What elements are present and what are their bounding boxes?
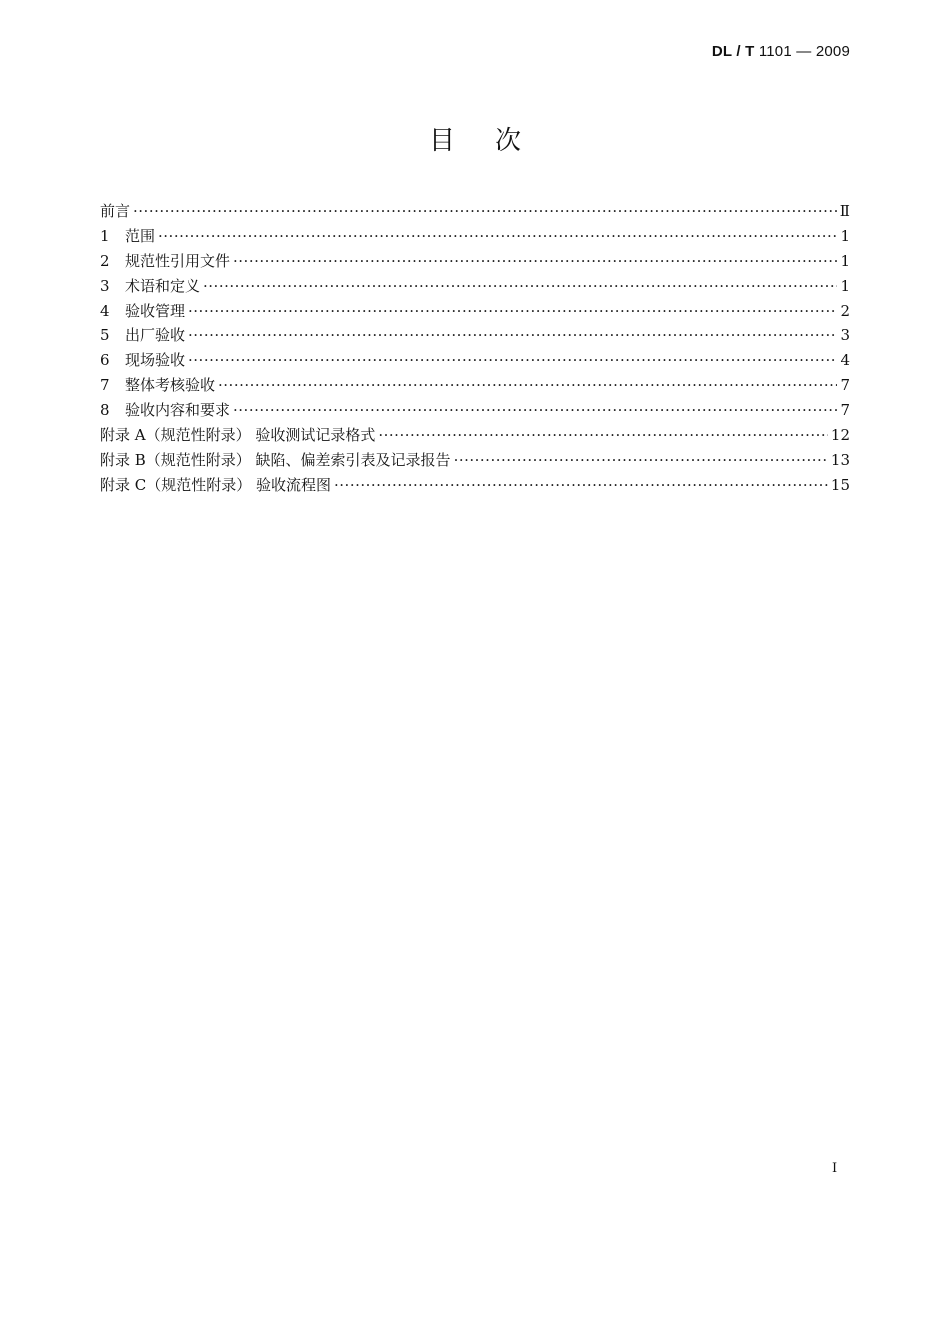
toc-entry-page: 4 [840, 351, 850, 370]
toc-entry-label: 附录 B（规范性附录） 缺陷、偏差索引表及记录报告 [100, 450, 451, 469]
toc-entry-label: 前言 [100, 202, 131, 220]
toc-entry-label: 整体考核验收 [125, 376, 216, 395]
toc-entry-5[interactable] [100, 324, 850, 349]
toc-entry-label: 验收内容和要求 [125, 401, 231, 420]
toc-entry-page: 1 [840, 251, 850, 270]
toc-leader-dots [133, 202, 837, 220]
standard-code [712, 43, 850, 60]
toc-entry-label: 附录 A（规范性附录） 验收测试记录格式 [100, 426, 376, 445]
toc-entry-label: 范围 [125, 226, 156, 245]
toc-entry-label: 术语和定义 [125, 276, 201, 295]
standard-code-number: 1101 — 2009 [754, 43, 850, 60]
toc-entry-appendix-c[interactable] [100, 474, 850, 499]
toc-entry-appendix-b[interactable] [100, 449, 850, 474]
table-of-contents [100, 200, 850, 499]
toc-entry-number: 1 [100, 226, 110, 245]
toc-entry-appendix-a[interactable] [100, 424, 850, 449]
toc-leader-dots [454, 451, 828, 469]
toc-entry-number: 2 [100, 251, 110, 270]
toc-entry-label: 现场验收 [125, 351, 186, 370]
toc-entry-number: 8 [100, 401, 110, 420]
toc-leader-dots [203, 277, 837, 295]
toc-entry-number: 5 [100, 326, 110, 345]
toc-entry-page: 1 [840, 226, 850, 245]
toc-entry-number: 3 [100, 276, 110, 295]
toc-leader-dots [233, 401, 837, 419]
toc-entry-4[interactable] [100, 300, 850, 325]
toc-entry-number: 7 [100, 376, 110, 395]
toc-entry-page: 7 [840, 401, 850, 420]
toc-entry-page: 2 [840, 301, 850, 320]
page-number: I [832, 1161, 838, 1176]
toc-entry-label: 验收管理 [125, 301, 186, 320]
toc-entry-2[interactable] [100, 250, 850, 275]
toc-entry-page: 1 [840, 276, 850, 295]
toc-entry-page: 7 [840, 376, 850, 395]
toc-leader-dots [378, 426, 828, 444]
toc-entry-8[interactable] [100, 399, 850, 424]
toc-entry-number: 4 [100, 301, 110, 320]
toc-leader-dots [188, 351, 837, 369]
toc-entry-7[interactable] [100, 374, 850, 399]
toc-entry-number: 6 [100, 351, 110, 370]
toc-entry-page: 12 [830, 426, 850, 445]
standard-code-prefix: DL / T [711, 43, 755, 60]
toc-entry-3[interactable] [100, 275, 850, 300]
toc-entry-label: 附录 C（规范性附录） 验收流程图 [100, 475, 332, 494]
toc-leader-dots [188, 326, 837, 344]
toc-leader-dots [334, 476, 828, 494]
toc-entry-page: 15 [830, 475, 850, 494]
toc-leader-dots [233, 252, 837, 270]
toc-entry-page: Ⅱ [839, 202, 850, 220]
toc-entry-6[interactable] [100, 349, 850, 374]
toc-leader-dots [188, 302, 837, 320]
toc-entry-preface[interactable] [100, 200, 850, 225]
toc-leader-dots [218, 376, 837, 394]
toc-entry-page: 13 [830, 450, 850, 469]
toc-entry-page: 3 [840, 326, 850, 345]
toc-entry-1[interactable] [100, 225, 850, 250]
toc-entry-label: 规范性引用文件 [125, 251, 231, 270]
page-title: 目次 [428, 126, 561, 156]
toc-entry-label: 出厂验收 [125, 326, 186, 345]
toc-leader-dots [158, 227, 837, 245]
